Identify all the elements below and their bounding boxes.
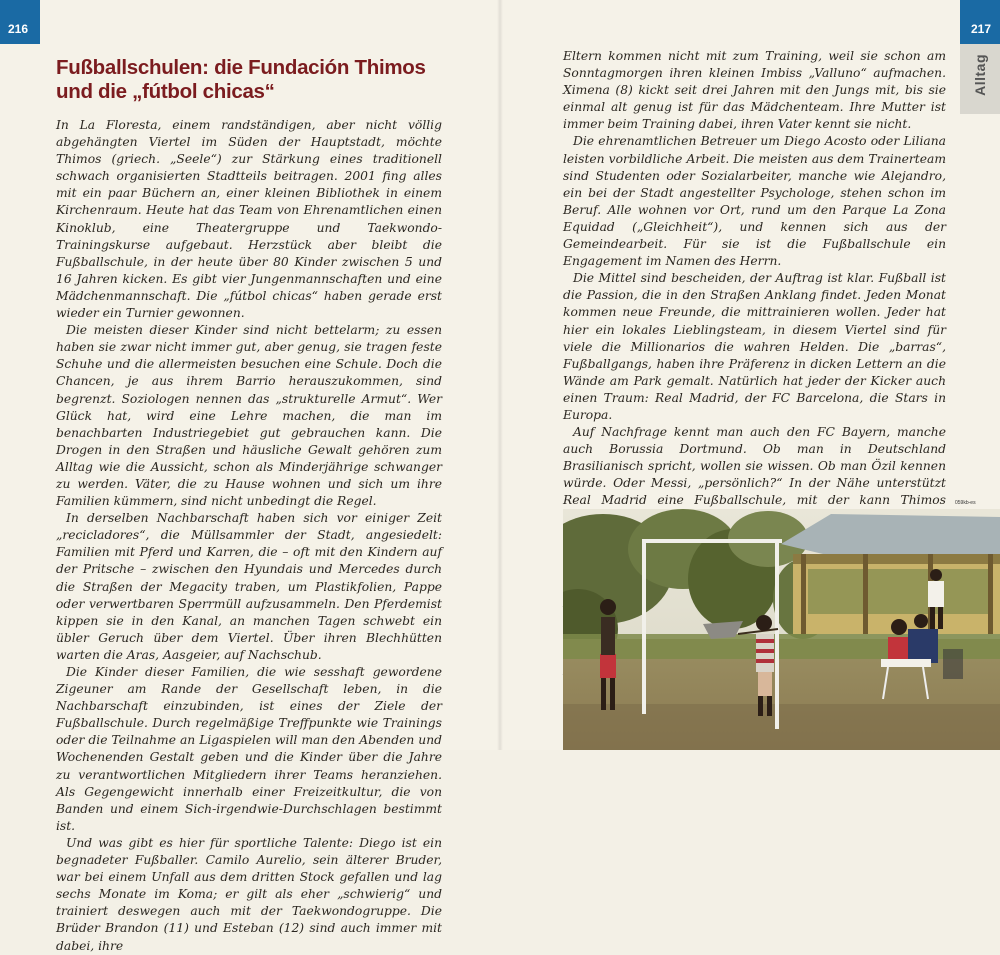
article-heading: [56, 56, 456, 104]
page-number-right: 217: [970, 22, 991, 36]
gutter-shadow: [497, 0, 503, 750]
paragraph: Eltern kommen nicht mit zum Training, weil sie schon am Sonntagmorgen ihren kleinen Imbiss „Valluno“ aufmachen. Ximena (8) kickt seit drei Jahren mit den Jungs mit, bis sie einmal alt genug ist für das Mädchenteam. Ihre Mutter ist immer beim Training dabei, ihren Vater kennt sie nicht.: [563, 49, 946, 132]
left-text-column: [56, 117, 442, 955]
photo-credit: 059kb-es: [955, 500, 976, 506]
paragraph: Auf Nachfrage kennt man auch den FC Bayern, manche auch Borussia Dortmund. Ob man in Deutschland Brasilianisch spricht, wollen sie wissen. Ob man Özil kennen würde. Oder Messi, „persönlich?“ In der Nähe unterstützt Real Madrid eine Fußballschule, mit der kann Thimos: [563, 425, 946, 508]
left-page: [0, 0, 500, 953]
paragraph: Und was gibt es hier für sportliche Talente: Diego ist ein begnadeter Fußballer. Camilo Aurelio, sein älterer Bruder, war bei einem Unfall aus dem dritten Stock gefallen und lag sechs Monate im Koma; er gilt als eher „schwierig“ und trainiert deswegen auch mit der Taekwondogruppe. Die Brüder Brandon (11) und Esteban (12) sind auch immer mit dabei, ihre: [56, 835, 442, 953]
paragraph: In derselben Nachbarschaft haben sich vor einiger Zeit „recicladores“, die Müllsammler der Stadt, angesiedelt: Familien mit Pferd und Karren, die – oft mit den Kindern auf der Pritsche – zwischen den Hyundais und Mercedes durch die Straßen der Megacity traben, um Plastikfolien, Pappe oder verwertbaren Sperrmüll aufzusammeln. Den Pferdemist kippen sie in den Kanal, an manchen Tagen schwebt ein übler Geruch über dem Viertel. Über ihren Blechhütten warten die Aras, Aasgeier, auf Nachschub.: [56, 511, 442, 662]
football-photo: [563, 509, 1000, 750]
paragraph: In La Floresta, einem randständigen, aber nicht völlig abgehängten Viertel im Süden der Hauptstadt, möchte Thimos (griech. „Seele“) zur Stärkung eines traditionell schwach organisierten Stadtteils beitragen. 2001 fing alles mit ein paar Büchern an, einer kleinen Bibliothek in einem Kirchenraum. Heute hat das Team von Ehrenamtlichen einen Kinoklub, eine Theatergruppe und Taekwondo-Trainingskurse aufgebaut. Herzstück aber bleibt die Fußballschule, in der heute über 80 Kinder zwischen 5 und 16 Jahren kicken. Es gibt vier Jungenmannschaften und eine Mädchenmannschaft. Die „fútbol chicas“ haben gerade erst wieder ein Turnier gewonnen.: [56, 118, 442, 321]
paragraph: Die Kinder dieser Familien, die wie sesshaft gewordene Zigeuner am Rande der Gesellschaft leben, in die Nachbarschaft einzubinden, ist eines der Ziele der Fußballschule. Durch regelmäßige Treffpunkte wie Trainings oder die Teilnahme an Ligaspielen will man den Abenden und Wochenenden Gestalt geben und die Kinder über die Jahre zu verantwortlichen Mitgliedern ihrer Teams heranziehen. Als Gegengewicht innerhalb einer Freizeitkultur, die von Banden und einem Sich-irgendwie-Durchschlagen bestimmt ist.: [56, 665, 442, 833]
section-label: Alltag: [972, 54, 988, 96]
page-number-left: 216: [8, 22, 29, 36]
paragraph: Die ehrenamtlichen Betreuer um Diego Acosto oder Liliana leisten vorbildliche Arbeit. Die meisten aus dem Trainerteam sind Studenten oder Sozialarbeiter, manche wie Alejandro, ein bei der Stadt angestellter Psychologe, stehen schon im Beruf. Alle wohnen vor Ort, rund um den Parque La Zona Equidad („Gleichheit“), und kennen sich aus der Gemeindearbeit. Für sie ist die Fußballschule ein Engagement im Namen des Herrn.: [563, 134, 946, 269]
heading-line-1: Fußballschulen: die Fundación Thimos: [56, 56, 426, 79]
paragraph: Die meisten dieser Kinder sind nicht bettelarm; zu essen haben sie zwar nicht immer gut, aber genug, sie tragen feste Schuhe und die allermeisten besuchen eine Schule. Doch die Chancen, je aus ihrem Barrio herauszukommen, sind begrenzt. Soziologen nennen das „strukturelle Armut“. Wer Glück hat, wird eine Lehre machen, die man im benachbarten Industriegebiet gut gebrauchen kann. Die Drogen in den Straßen und häusliche Gewalt gehören zum Alltag wie die Aussicht, schon als Minderjährige schwanger zu werden. Väter, die zu Hause wohnen und sich um ihre Familien kümmern, sind nicht unbedingt die Regel.: [56, 323, 442, 509]
heading-line-2: und die „fútbol chicas“: [56, 80, 275, 103]
paragraph: Die Mittel sind bescheiden, der Auftrag ist klar. Fußball ist die Passion, die in den Straßen Anklang findet. Jeden Monat kommen neue Freunde, die mittrainieren wollen. Jeder hat hier ein lokales Lieblingsteam, in diesem Viertel sind für viele die Millionarios die wahren Helden. Die „barras“, Fußballgangs, haben ihre Präferenz in dicken Lettern an die Wände am Park gemalt. Natürlich hat jeder der Kicker auch einen Traum: Real Madrid, der FC Barcelona, die Stars in Europa.: [563, 271, 946, 422]
